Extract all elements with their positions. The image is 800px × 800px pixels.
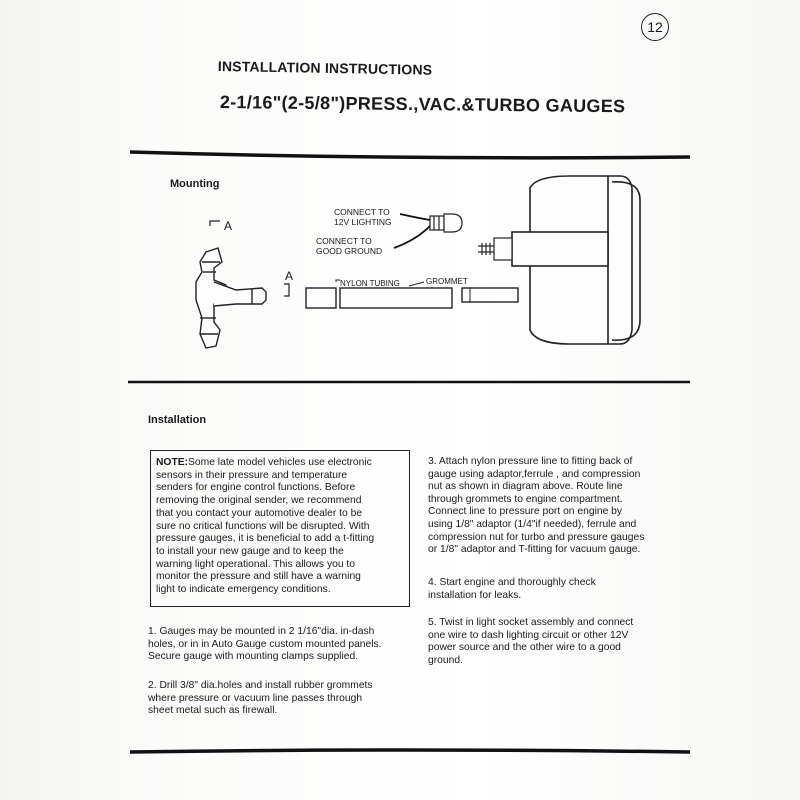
note-line: sure no critical functions will be disrupted. With bbox=[156, 520, 370, 532]
threaded-fitting bbox=[478, 238, 512, 260]
step-line: through grommets to engine compartment. bbox=[428, 493, 623, 505]
label-a-side: A bbox=[285, 269, 294, 283]
note-line: pressure gauges, it is beneficial to add a t-fitting bbox=[156, 533, 375, 545]
light-socket bbox=[430, 214, 462, 232]
mounting-heading: Mounting bbox=[170, 178, 220, 190]
section-marker-top bbox=[210, 221, 220, 226]
step-line: one wire to dash lighting circuit or other 12V bbox=[428, 629, 629, 641]
note-line: monitor the pressure and still have a warning bbox=[156, 571, 361, 583]
step-line: 4. Start engine and thoroughly check bbox=[428, 577, 596, 588]
step-line: holes, or in in Auto Gauge custom mounted panels. bbox=[148, 638, 382, 650]
note-line: sensors in their pressure and temperature bbox=[156, 469, 348, 481]
step-line: 5. Twist in light socket assembly and connect bbox=[428, 617, 634, 628]
connect-lighting-label-2: 12V LIGHTING bbox=[334, 217, 392, 227]
page-subtitle: 2-1/16"(2-5/8")PRESS.,VAC.&TURBO GAUGES bbox=[219, 92, 626, 117]
note-line: Some late model vehicles use electronic bbox=[188, 457, 372, 468]
note-line: to install your new gauge and to keep the bbox=[156, 545, 344, 557]
step-line: 1. Gauges may be mounted in 2 1/16"dia. in-dash bbox=[148, 626, 375, 637]
step-line: nut as shown in diagram above. Route line bbox=[428, 481, 623, 493]
step-3 bbox=[428, 456, 690, 557]
step-5 bbox=[428, 617, 690, 667]
step-line: using 1/8" adaptor (1/4"if needed), ferrule and bbox=[428, 518, 637, 530]
step-line: Connect line to pressure port on engine by bbox=[428, 506, 623, 518]
note-text bbox=[156, 457, 408, 597]
ground-wire bbox=[394, 226, 430, 248]
step-line: sheet metal such as firewall. bbox=[148, 705, 278, 717]
bottom-rule bbox=[130, 750, 690, 752]
note-line: removing the original sender, we recommend bbox=[156, 495, 362, 507]
section-marker-side bbox=[284, 284, 289, 296]
step-4 bbox=[428, 577, 690, 602]
step-line: where pressure or vacuum line passes through bbox=[148, 692, 363, 704]
top-rule bbox=[130, 152, 690, 158]
nylon-tubing-label: NYLON TUBING bbox=[340, 279, 400, 288]
connect-ground-label-2: GOOD GROUND bbox=[316, 246, 383, 256]
note-line: senders for engine control functions. Before bbox=[156, 482, 356, 494]
note-label: NOTE: bbox=[156, 457, 189, 468]
step-line: compression nut for turbo and pressure gauges bbox=[428, 531, 645, 543]
gauge-body bbox=[512, 176, 640, 344]
step-line: 2. Drill 3/8" dia.holes and install rubber grommets bbox=[148, 680, 373, 691]
note-line: that you contact your automotive dealer to be bbox=[156, 507, 363, 519]
nylon-tubing-short bbox=[306, 288, 336, 308]
page-title: INSTALLATION INSTRUCTIONS bbox=[217, 58, 433, 78]
step-line: ground. bbox=[428, 654, 463, 666]
lighting-wire bbox=[400, 214, 430, 220]
nylon-tubing-long bbox=[340, 288, 452, 308]
connect-lighting-label-1: CONNECT TO bbox=[334, 207, 390, 217]
step-line: installation for leaks. bbox=[428, 589, 522, 601]
step-line: or 1/8" adaptor and T-fitting for vacuum gauge. bbox=[428, 544, 641, 556]
note-box bbox=[150, 450, 410, 607]
label-a-top: A bbox=[224, 219, 233, 233]
step-line: power source and the other wire to a good bbox=[428, 642, 621, 654]
note-line: warning light operational. This allows you to bbox=[156, 558, 355, 570]
grommet-label: GROMMET bbox=[426, 277, 468, 286]
step-1 bbox=[148, 626, 418, 664]
step-line: Secure gauge with mounting clamps supplied. bbox=[148, 651, 359, 663]
installation-heading: Installation bbox=[148, 414, 207, 426]
note-line: light to indicate emergency conditions. bbox=[156, 584, 331, 596]
page-number: 12 bbox=[641, 13, 669, 41]
connect-ground-label-1: CONNECT TO bbox=[316, 236, 372, 246]
step-line: 3. Attach nylon pressure line to fitting back of bbox=[428, 456, 633, 467]
t-fitting bbox=[196, 248, 266, 348]
step-2 bbox=[148, 680, 408, 718]
step-line: gauge using adaptor,ferrule , and compression bbox=[428, 468, 641, 480]
